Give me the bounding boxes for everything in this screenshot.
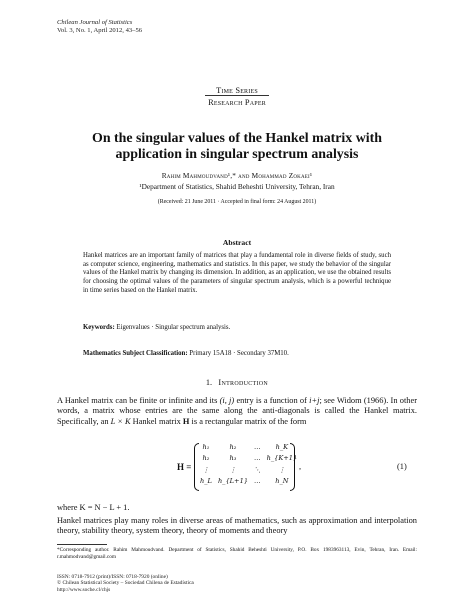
matrix-cell: ⋱	[253, 465, 261, 474]
matrix-cell: ⋮	[202, 465, 210, 474]
title-line-2: application in singular spectrum analysis	[115, 146, 359, 162]
matrix-cell: h_L	[200, 477, 212, 486]
paper-title	[0, 131, 474, 162]
journal-name: Chilean Journal of Statistics	[57, 19, 133, 26]
matrix-cell: …	[253, 454, 261, 463]
section-rule	[205, 95, 269, 96]
matrix-cell: h_K	[275, 442, 289, 451]
matrix-cell: h₂	[229, 442, 237, 451]
math-H: H	[182, 416, 190, 426]
section-heading-introduction	[0, 378, 474, 387]
matrix-cell: h₃	[229, 454, 237, 463]
section-type: Research Paper	[208, 98, 266, 107]
abstract-text: Hankel matrices are an important family of matrices that play a fundamental role in diverse fields of study, such as computer science, engineering, mathematics and statistics. In this paper, we study the behavior of the singular values of the Hankel matrix by changing its dimension. In addition, as an application, we use the obtained results for choosing the optimal values of the parameters of singular spectrum analysis, which is a powerful technique in time series based on the Hankel matrix.	[83, 252, 391, 294]
authors: Rahim Mahmoudvand¹,* and Mohammad Zokaei¹	[161, 171, 313, 180]
keywords-text: Eigenvalues · Singular spectrum analysis.	[116, 324, 231, 331]
equation-lhs: H =	[177, 462, 192, 472]
matrix-table	[197, 441, 300, 487]
footnote-rule	[57, 544, 107, 545]
equation-comma: ,	[299, 462, 302, 471]
intro-paragraph-3: Hankel matrices play many roles in diverse areas of mathematics, such as approximation and interpolation theory, stability theory, system theory, theory of moments and theory	[57, 516, 417, 536]
matrix-cell: h_N	[275, 477, 289, 486]
text-run: Hankel matrix	[130, 416, 183, 426]
text-run: entry is a function of	[234, 396, 310, 405]
matrix-row	[197, 453, 300, 465]
matrix-cell: h₂	[202, 454, 210, 463]
matrix-cell: h_{L+1}	[217, 477, 248, 486]
journal-header	[57, 19, 142, 36]
msc-classification	[83, 350, 289, 357]
matrix-body	[197, 441, 300, 487]
keywords	[83, 324, 230, 331]
matrix-row	[197, 476, 300, 488]
footnote-corresponding-author: *Corresponding author. Rahim Mahmoudvand. Department of Statistics, Shahid Beheshti University, P.O. Box 1983963113, Evin, Tehran, Iran. Email: r.mahmodvand@gmail.com	[57, 547, 417, 560]
section-number: 1.	[205, 378, 213, 387]
matrix-cell: …	[253, 477, 261, 486]
math-i-plus-j: i+j	[309, 396, 320, 405]
issn-line: ISSN: 0718-7912 (print)/ISSN: 0718-7920 (online)	[57, 574, 168, 580]
affiliation: ¹Department of Statistics, Shahid Beheshti University, Tehran, Iran	[139, 182, 335, 191]
hankel-matrix	[170, 441, 300, 493]
abstract-heading: Abstract	[222, 238, 252, 247]
journal-issue: Vol. 3, No. 1, April 2012, 43–56	[57, 27, 143, 35]
section-title: Introduction	[218, 378, 269, 387]
text-run: ; see Widom (1966). In other words, a matrix whose entries are the same along the anti-diagonals is called the Hankel matrix. Specifically, an	[57, 396, 418, 426]
matrix-cell: ⋮	[229, 465, 237, 474]
msc-text: Primary 15A18 · Secondary 37M10.	[189, 350, 289, 357]
math-ij: (i, j)	[219, 396, 235, 405]
title-line-1: On the singular values of the Hankel matrix with	[92, 131, 382, 146]
matrix-cell: …	[253, 442, 261, 451]
intro-paragraph-2: where K = N − L + 1.	[57, 503, 130, 512]
matrix-row	[197, 441, 300, 453]
intro-paragraph-1	[57, 396, 417, 427]
math-L-by-K: L × K	[110, 416, 131, 426]
section-series: Time Series	[216, 86, 258, 95]
journal-url: http://www.soche.cl/chjs	[57, 586, 111, 593]
keywords-label: Keywords:	[83, 324, 115, 331]
copyright-line: © Chilean Statistical Society – Sociedad Chilena de Estadística	[57, 580, 194, 587]
text-run: A Hankel matrix can be finite or infinite and its	[57, 396, 220, 405]
received-dates: (Received: 21 June 2011 · Accepted in final form: 24 August 2011)	[157, 199, 317, 205]
equation-number: (1)	[397, 462, 407, 471]
matrix-cell: h₁	[202, 442, 210, 451]
matrix-row	[197, 464, 300, 476]
text-run: is a rectangular matrix of the form	[189, 416, 307, 426]
matrix-right-paren	[290, 443, 295, 491]
matrix-cell: h_{K+1}	[266, 454, 298, 463]
issn-block	[57, 574, 194, 593]
matrix-cell: ⋮	[278, 465, 286, 474]
msc-label: Mathematics Subject Classification:	[83, 350, 188, 357]
